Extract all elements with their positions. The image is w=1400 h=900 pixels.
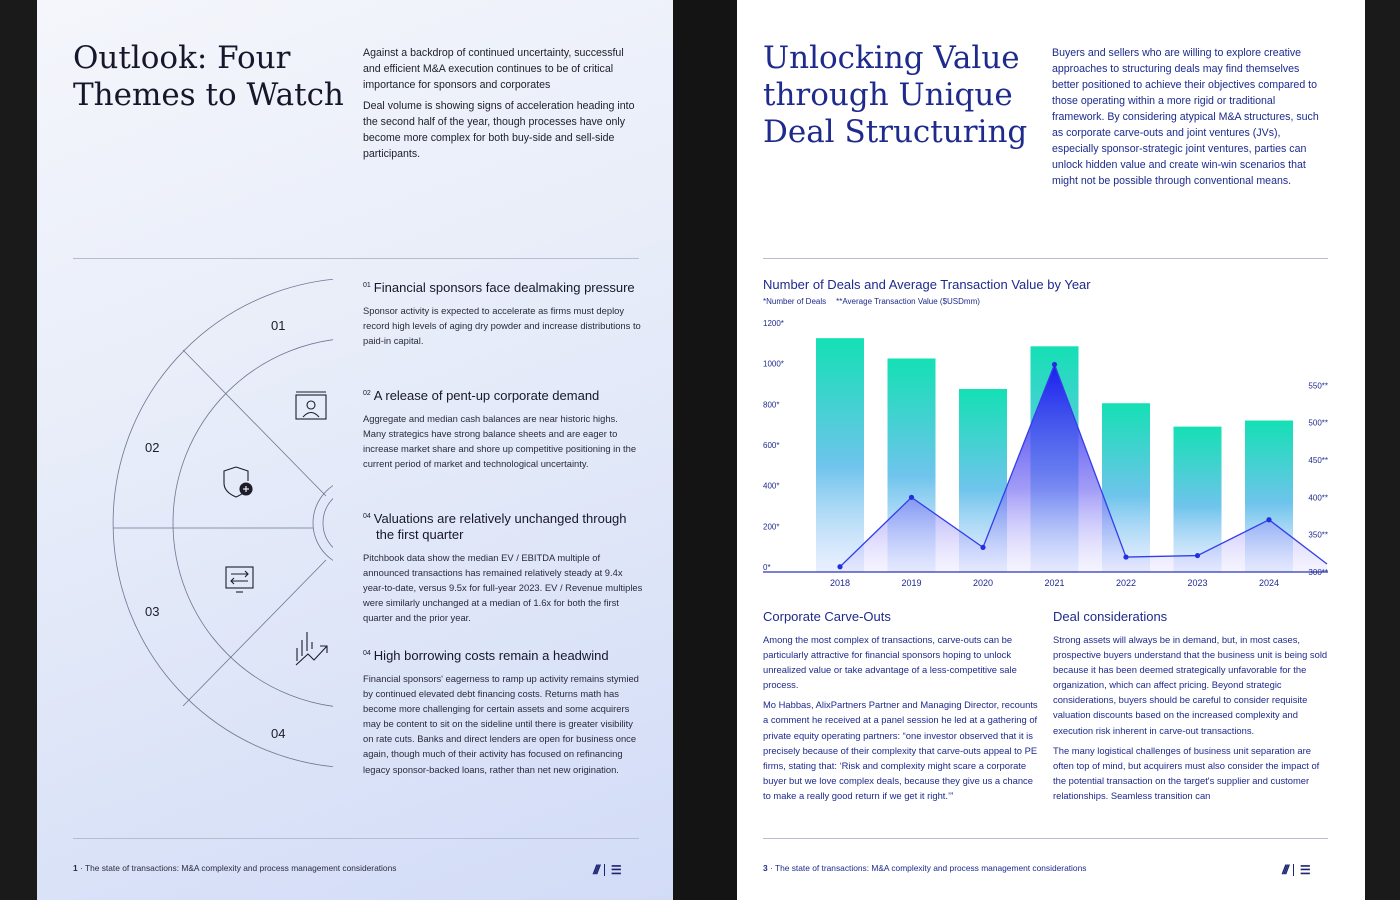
- y-right-tick-label: 500**: [1308, 418, 1328, 428]
- line-point-2023: [1195, 553, 1200, 558]
- bar-2018: [816, 338, 864, 572]
- section-paragraph: Among the most complex of transactions, carve-outs can be particularly attractive for financial sponsors hoping to unlock unrealized value or take advantage of a less-competitive sale process.: [763, 634, 1017, 691]
- logo-t-icon: ☰: [610, 862, 622, 877]
- divider: [763, 258, 1328, 259]
- section-body: [763, 632, 1038, 803]
- divider: [763, 838, 1328, 839]
- theme-title: $^{01}$ Financial sponsors face dealmaking pressure: [363, 280, 635, 295]
- x-tick-label: 2021: [1044, 578, 1065, 588]
- wheel-outer-arc: [113, 278, 333, 768]
- section-body: [1053, 632, 1328, 803]
- section-paragraph: Mo Habbas, AlixPartners Partner and Managing Director, recounts a comment he received at a panel session he led at a gathering of private equity operating partners: “one investor observed that it is precisely because of their complexity that carve-outs appeal to PE firms, stating that: ‘Risk and complexity might scare a corporate buyer but we love complex deals, because they give us a chance to make a really good return if we get it right.’”: [763, 699, 1038, 801]
- intro-text: [363, 45, 638, 162]
- brand-logo: [593, 862, 622, 877]
- y-left-tick-label: 0*: [763, 563, 771, 572]
- page-footer: 1 · The state of transactions: M&A complexity and process management considerations: [73, 863, 397, 873]
- intro-paragraph: Against a backdrop of continued uncertainty, successful and efficient M&A execution continues to be of critical importance for sponsors and corporates: [363, 47, 624, 91]
- divider: [73, 258, 639, 259]
- theme-item-1: [363, 278, 643, 348]
- y-left-tick-label: 400*: [763, 481, 780, 491]
- x-tick-label: 2022: [1115, 578, 1137, 588]
- theme-body: Sponsor activity is expected to accelerate as firms must deploy record high levels of aging dry powder and increase distributions to paid-in capital.: [363, 305, 641, 347]
- presenter-icon: [296, 392, 326, 419]
- section-heading: Deal considerations: [1053, 609, 1168, 624]
- section-paragraph: The many logistical challenges of business unit separation are often top of mind, but acquirers must also consider the impact of the potential transaction on the target's supplier and customer relationships. Seamless transition can: [1053, 744, 1320, 801]
- legend-item: *Number of Deals: [763, 297, 827, 306]
- section-heading: Corporate Carve-Outs: [763, 609, 891, 624]
- y-right-tick-label: 300**: [1308, 568, 1328, 577]
- x-tick-label: 2019: [901, 578, 922, 588]
- line-point-2019: [909, 495, 914, 500]
- line-point-2022: [1123, 554, 1128, 559]
- y-right-tick-label: 450**: [1308, 456, 1328, 465]
- page-title: Unlocking Value through Unique Deal Structuring: [763, 40, 1028, 150]
- y-right-tick-label: 400**: [1308, 493, 1328, 503]
- wheel-inner-arc: [323, 488, 333, 558]
- theme-item-3: [363, 509, 643, 625]
- line-point-2020: [980, 545, 985, 550]
- brand-logo: [1282, 862, 1311, 877]
- y-left-tick-label: 200*: [763, 522, 780, 532]
- theme-title: $^{04}$ High borrowing costs remain a headwind: [363, 648, 609, 663]
- section-paragraph: Strong assets will always be in demand, but, in most cases, prospective buyers understand that the business unit is being sold because it has been deemed strategically unfavorable for the organization, which can affect pricing. Beyond strategic considerations, buyers should be careful to consider requisite valuation discounts based on the increased complexity and execution risk inherent in carve-out transactions.: [1053, 634, 1328, 736]
- wheel-label-04: 04: [271, 726, 286, 741]
- line-point-2018: [837, 564, 842, 569]
- theme-body: Aggregate and median cash balances are near historic highs. Many strategics have strong balance sheets and are eager to increase market share and shore up competitive positioning in the current period of market and technological uncertainty.: [363, 413, 637, 470]
- x-tick-label: 2024: [1258, 578, 1280, 588]
- theme-body: Financial sponsors' eagerness to ramp up activity remains stymied by continued elevated debt financing costs. Returns math has become more challenging for certain assets and some acquirers may be content to sit on the sideline until there is greater visibility on rate cuts. Banks and direct lenders are open for business once again, though much of their activity has focused on refinancing legacy sponsor-backed loans, rather than net new origination.: [363, 673, 639, 775]
- intro-text: Buyers and sellers who are willing to explore creative approaches to structuring deals may find themselves better positioned to achieve their objectives compared to those operating within a more rigid or traditional framework. By considering atypical M&A structures, such as corporate carve-outs and joint ventures (JVs), especially sponsor-strategic joint ventures, parties can unlock hidden value and create win-win scenarios that might not be possible through conventional means.: [1052, 47, 1319, 187]
- logo-mark-icon: ///: [1282, 862, 1287, 877]
- x-tick-label: 2018: [829, 578, 851, 588]
- x-tick-label: 2023: [1187, 578, 1208, 588]
- shield-plus-icon: [224, 467, 252, 497]
- chart-legend: [763, 297, 980, 306]
- growth-chart-icon: [296, 632, 327, 665]
- page-title: Outlook: Four Themes to Watch: [73, 40, 344, 113]
- y-left-tick-label: 800*: [763, 400, 780, 410]
- right-page: [737, 0, 1365, 900]
- page-footer: 3 · The state of transactions: M&A complexity and process management considerations: [763, 863, 1087, 873]
- theme-item-2: [363, 386, 643, 471]
- y-right-tick-label: 550**: [1308, 381, 1328, 391]
- x-tick-label: 2020: [972, 578, 994, 588]
- logo-t-icon: ☰: [1299, 862, 1311, 877]
- line-point-2024: [1266, 517, 1271, 522]
- line-point-2021: [1052, 362, 1057, 367]
- y-left-tick-label: 1000*: [763, 359, 784, 369]
- wheel-label-02: 02: [145, 440, 160, 455]
- chart-title: Number of Deals and Average Transaction Value by Year: [763, 277, 1091, 292]
- wheel-label-01: 01: [271, 318, 286, 333]
- page-gutter: [673, 0, 737, 900]
- themes-wheel: [73, 278, 333, 784]
- y-right-tick-label: 350**: [1308, 530, 1328, 540]
- y-left-tick-label: 1200*: [763, 319, 784, 328]
- divider: [73, 838, 639, 839]
- left-page: [37, 0, 673, 900]
- wheel-label-03: 03: [145, 604, 160, 619]
- deals-chart: [737, 314, 1365, 596]
- theme-title: $^{02}$ A release of pent-up corporate demand: [363, 388, 600, 403]
- y-left-tick-label: 600*: [763, 441, 780, 450]
- wheel-mid-arc: [173, 338, 333, 708]
- theme-item-4: [363, 646, 643, 777]
- theme-body: Pitchbook data show the median EV / EBITDA multiple of announced transactions has remained relatively steady at 9.4x year-to-date, versus 9.5x for full-year 2023. EV / Revenue multiples were similarly unchanged at a median of 1.6x for both the first quarter and the prior year.: [363, 552, 643, 624]
- intro-paragraph: Deal volume is showing signs of acceleration heading into the second half of the year, though processes have only become more complex for both buy-side and sell-side participants.: [363, 100, 635, 160]
- legend-item: **Average Transaction Value ($USDmm): [836, 297, 980, 306]
- logo-mark-icon: ///: [593, 862, 598, 877]
- theme-title: $^{04}$ Valuations are relatively unchanged through the first quarter: [363, 511, 627, 542]
- transfer-monitor-icon: [226, 567, 253, 592]
